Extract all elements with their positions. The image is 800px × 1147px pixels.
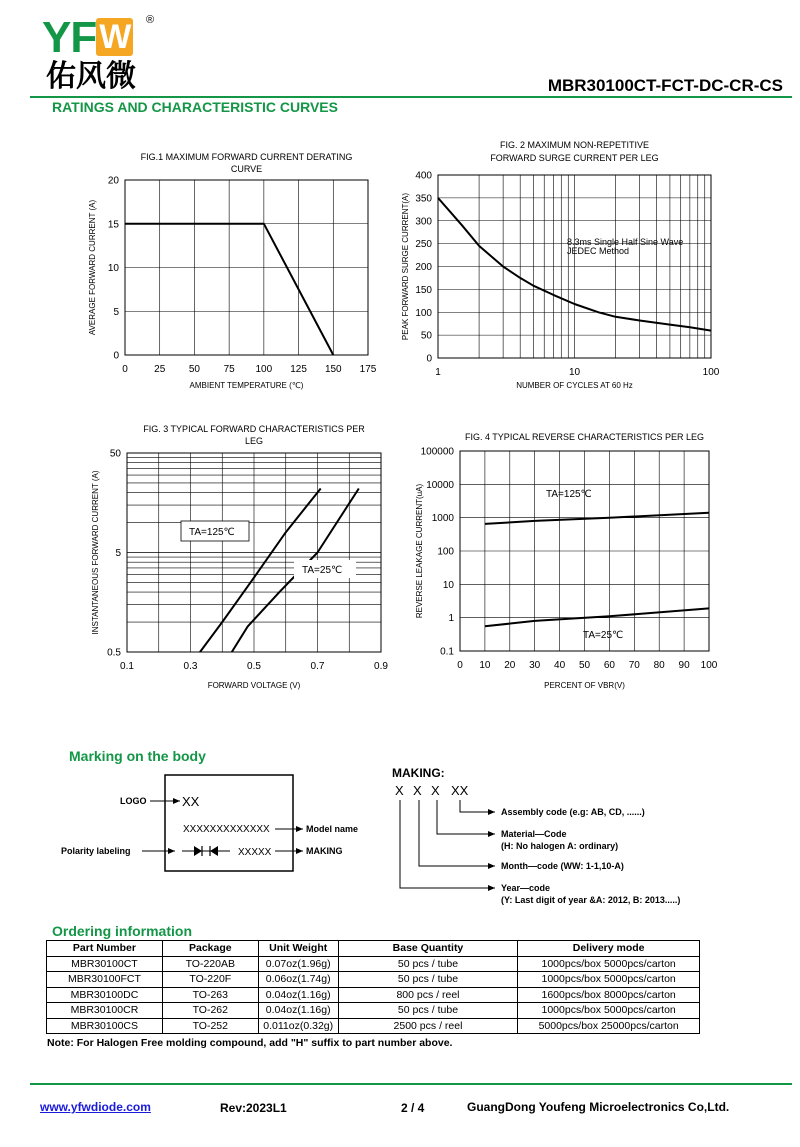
material-code-desc: (H: No halogen A: ordinary) — [501, 841, 619, 851]
table-cell: MBR30100DC — [47, 987, 163, 1003]
table-cell: TO-262 — [162, 1003, 258, 1019]
chart-fig4 — [415, 432, 718, 690]
x-tick-label: 0 — [122, 364, 128, 375]
x-tick-label: 60 — [603, 660, 615, 671]
logo-label: LOGO — [120, 796, 147, 806]
x-tick-label: 0.5 — [247, 661, 261, 672]
x-tick-label: 20 — [504, 660, 516, 671]
package-body-outline — [165, 775, 293, 871]
x-tick-label: 100 — [255, 364, 273, 375]
table-row — [47, 956, 700, 972]
y-tick-label: 100 — [437, 546, 454, 558]
x-tick-label: 125 — [290, 364, 307, 375]
y-axis-label: PEAK FORWARD SURGE CURRENT(A) — [401, 192, 410, 341]
col-header: Base Quantity — [338, 941, 518, 957]
x-tick-label: 50 — [578, 660, 591, 671]
x-axis-label: AMBIENT TEMPERATURE (℃) — [189, 381, 304, 390]
logo-placeholder: XX — [182, 794, 200, 809]
table-header-row — [47, 941, 700, 957]
table-cell: 2500 pcs / reel — [338, 1018, 518, 1034]
x-tick-label: 175 — [359, 364, 377, 375]
y-tick-label: 400 — [415, 170, 432, 182]
ordering-note: Note: For Halogen Free molding compound, add "H" suffix to part number above. — [47, 1037, 453, 1049]
chart-annotation: JEDEC Method — [567, 246, 630, 256]
x-tick-label: 0.1 — [120, 661, 134, 672]
y-tick-label: 200 — [415, 262, 432, 273]
x-tick-label: 0.7 — [310, 661, 325, 672]
x-tick-label: 1 — [435, 367, 441, 378]
table-cell: 1000pcs/box 5000pcs/carton — [518, 972, 700, 988]
logo-wordmark — [42, 13, 133, 62]
chart-title: CURVE — [230, 164, 263, 174]
y-tick-label: 10 — [107, 263, 119, 274]
col-header: Package — [162, 941, 258, 957]
series-label: TA=125℃ — [189, 527, 235, 538]
series-line-1 — [485, 513, 709, 524]
chart-fig1 — [88, 152, 377, 390]
logo-letter-w: W — [96, 18, 133, 56]
series-line-2 — [485, 608, 709, 626]
table-cell: 0.04oz(1.16g) — [258, 987, 338, 1003]
y-tick-label: 0.1 — [440, 646, 454, 658]
table-cell: TO-220F — [162, 972, 258, 988]
table-cell: 1000pcs/box 5000pcs/carton — [518, 956, 700, 972]
table-cell: MBR30100CS — [47, 1018, 163, 1034]
table-cell: TO-263 — [162, 987, 258, 1003]
x-tick-label: 10 — [479, 660, 491, 671]
code-char-assembly: XX — [451, 783, 469, 798]
x-tick-label: 10 — [568, 367, 581, 378]
x-tick-label: 100 — [702, 367, 720, 378]
website-link[interactable]: www.yfwdiode.com — [40, 1100, 151, 1114]
series-label: TA=25℃ — [583, 630, 624, 641]
y-tick-label: 1000 — [431, 513, 454, 525]
material-code-text: Material—Code — [501, 829, 567, 839]
year-code-text: Year—code — [501, 883, 551, 893]
chart-grid — [127, 453, 381, 652]
table-cell: 0.06oz(1.74g) — [258, 972, 338, 988]
y-tick-label: 5 — [115, 548, 121, 559]
logo-registered-mark: ® — [146, 14, 155, 26]
chart-fig3 — [91, 424, 388, 690]
chart-title: FIG.1 MAXIMUM FORWARD CURRENT DERATING — [140, 152, 353, 162]
y-tick-label: 15 — [107, 219, 119, 231]
chart-annotation: 8.3ms Single Half Sine Wave — [567, 237, 684, 247]
x-tick-label: 0.9 — [374, 661, 388, 672]
table-cell: MBR30100CT — [47, 956, 163, 972]
ordering-table — [46, 940, 700, 1034]
table-cell: 0.011oz(0.32g) — [258, 1018, 338, 1034]
y-tick-label: 10 — [442, 579, 454, 591]
y-tick-label: 1 — [448, 613, 454, 625]
table-row — [47, 987, 700, 1003]
table-cell: 0.07oz(1.96g) — [258, 956, 338, 972]
y-tick-label: 150 — [415, 284, 432, 296]
marking-diagram — [0, 765, 800, 910]
chart-title: FIG. 4 TYPICAL REVERSE CHARACTERISTICS PER LEG — [464, 432, 705, 442]
chart-title: FORWARD SURGE CURRENT PER LEG — [490, 153, 659, 163]
chart-title: FIG. 2 MAXIMUM NON-REPETITIVE — [499, 140, 650, 150]
y-axis-label: AVERAGE FORWARD CURRENT (A) — [88, 199, 97, 336]
y-tick-label: 50 — [109, 448, 121, 460]
series-label: TA=25℃ — [302, 565, 343, 576]
revision: Rev:2023L1 — [220, 1101, 287, 1115]
model-name-placeholder: XXXXXXXXXXXXX — [183, 824, 270, 835]
table-cell: MBR30100CR — [47, 1003, 163, 1019]
assembly-code-text: Assembly code (e.g: AB, CD, ......) — [501, 807, 645, 817]
polarity-label: Polarity labeling — [61, 846, 131, 856]
section-title: RATINGS AND CHARACTERISTIC CURVES — [52, 99, 338, 115]
x-tick-label: 75 — [223, 364, 235, 375]
col-header: Part Number — [47, 941, 163, 957]
series-label: TA=125℃ — [546, 489, 592, 500]
y-axis-label: INSTANTANEOUS FORWARD CURRENT (A) — [91, 470, 100, 635]
chart-grid — [438, 175, 711, 358]
marking-placeholder: XXXXX — [238, 847, 272, 858]
code-char-month: X — [413, 783, 422, 798]
document-title: MBR30100CT-FCT-DC-CR-CS — [547, 76, 783, 95]
x-axis-label: NUMBER OF CYCLES AT 60 Hz — [516, 381, 633, 390]
logo-letters-yf: YF — [42, 13, 97, 62]
table-cell: MBR30100FCT — [47, 972, 163, 988]
code-char-year: X — [395, 783, 404, 798]
code-char-material: X — [431, 783, 440, 798]
ordering-title: Ordering information — [52, 923, 192, 939]
x-axis-label: FORWARD VOLTAGE (V) — [207, 681, 301, 690]
chart-title: FIG. 3 TYPICAL FORWARD CHARACTERISTICS PER — [143, 424, 365, 434]
y-tick-label: 100 — [415, 307, 432, 319]
code-leader-lines — [400, 800, 495, 888]
marking-title: Marking on the body — [69, 748, 206, 764]
header-rule — [30, 96, 792, 98]
company-name: GuangDong Youfeng Microelectronics Co,Ltd. — [467, 1100, 730, 1114]
y-tick-label: 10000 — [426, 479, 454, 491]
chart-grid — [460, 451, 709, 651]
table-cell: 5000pcs/box 25000pcs/carton — [518, 1018, 700, 1034]
x-tick-label: 90 — [678, 660, 690, 671]
x-tick-label: 25 — [154, 364, 166, 375]
y-tick-label: 0 — [426, 353, 432, 365]
table-row — [47, 1018, 700, 1034]
table-row — [47, 972, 700, 988]
x-tick-label: 80 — [653, 660, 665, 671]
year-code-desc: (Y: Last digit of year &A: 2012, B: 2013.....) — [501, 895, 681, 905]
marking-label: MAKING — [306, 846, 343, 856]
col-header: Unit Weight — [258, 941, 338, 957]
table-row — [47, 1003, 700, 1019]
chart-grid — [125, 180, 368, 355]
table-cell: 1000pcs/box 5000pcs/carton — [518, 1003, 700, 1019]
x-tick-label: 0 — [457, 660, 463, 671]
x-tick-label: 50 — [188, 364, 200, 375]
page-number: 2 / 4 — [401, 1101, 425, 1115]
x-tick-label: 0.3 — [183, 661, 198, 672]
table-cell: TO-220AB — [162, 956, 258, 972]
logo-chinese: 佑风微 — [46, 59, 136, 94]
table-cell: 50 pcs / tube — [338, 1003, 518, 1019]
chart-fig2 — [401, 140, 720, 390]
x-tick-label: 40 — [554, 660, 566, 671]
y-axis-label: REVERSE LEAKAGE CURRENT(uA) — [415, 483, 424, 619]
col-header: Delivery mode — [518, 941, 700, 957]
x-tick-label: 30 — [529, 660, 541, 671]
x-tick-label: 100 — [700, 660, 718, 671]
y-tick-label: 300 — [415, 216, 432, 228]
table-cell: 800 pcs / reel — [338, 987, 518, 1003]
table-cell: 0.04oz(1.16g) — [258, 1003, 338, 1019]
making-title: MAKING: — [392, 766, 445, 780]
y-tick-label: 5 — [113, 306, 119, 318]
x-tick-label: 70 — [628, 660, 640, 671]
month-code-text: Month—code (WW: 1-1,10-A) — [501, 861, 624, 871]
y-tick-label: 0.5 — [107, 647, 121, 659]
model-name-label: Model name — [306, 824, 359, 834]
y-tick-label: 100000 — [420, 446, 454, 458]
x-tick-label: 150 — [324, 364, 342, 375]
y-tick-label: 50 — [420, 330, 432, 342]
charts-area — [0, 130, 800, 705]
footer-rule — [30, 1083, 792, 1085]
y-tick-label: 350 — [415, 193, 432, 205]
y-tick-label: 20 — [107, 175, 119, 187]
table-cell: 50 pcs / tube — [338, 972, 518, 988]
table-cell: 1600pcs/box 8000pcs/carton — [518, 987, 700, 1003]
chart-title: LEG — [244, 436, 264, 446]
table-cell: TO-252 — [162, 1018, 258, 1034]
table-cell: 50 pcs / tube — [338, 956, 518, 972]
x-axis-label: PERCENT OF VBR(V) — [544, 681, 625, 690]
y-tick-label: 0 — [113, 350, 119, 362]
diode-symbol-icon — [182, 846, 230, 856]
company-logo — [40, 12, 160, 92]
y-tick-label: 250 — [415, 239, 432, 251]
